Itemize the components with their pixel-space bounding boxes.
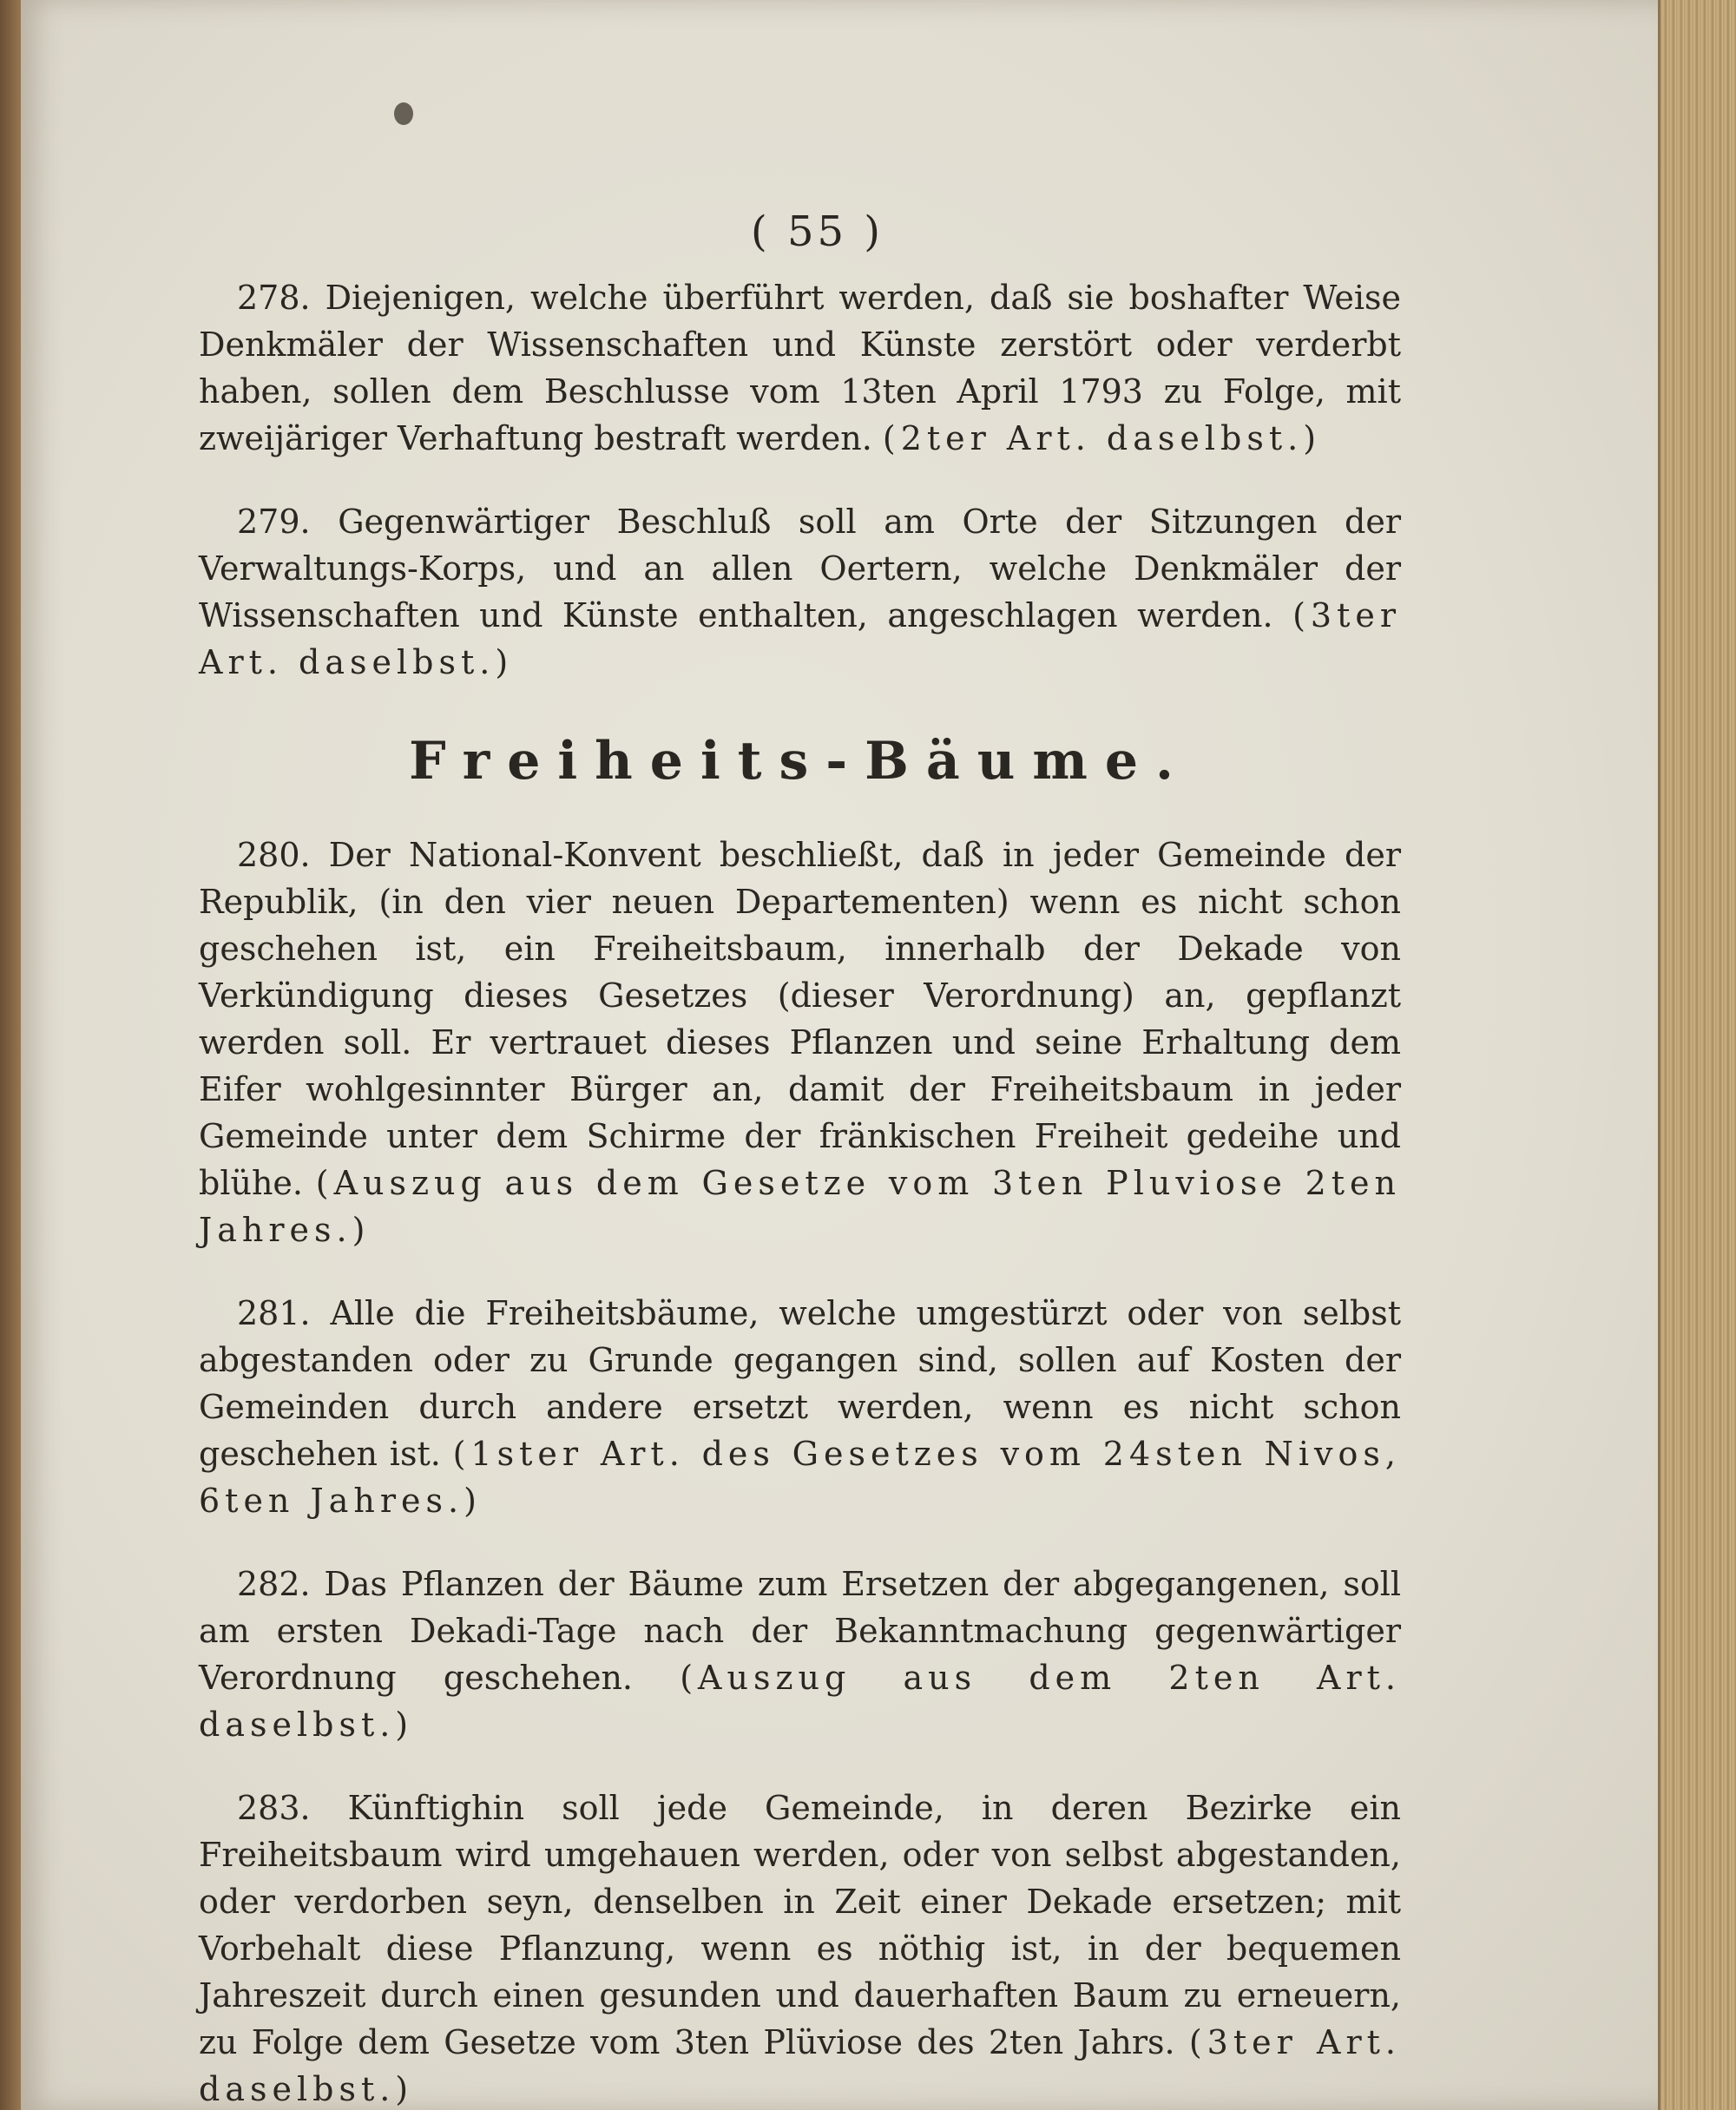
paragraph-body: 282. Das Pflanzen der Bäume zum Ersetzen der abgegangenen, soll am ersten Dekadi-Tage nach der Bekanntmachung gegenwärtiger Verordnung geschehen. <box>199 1565 1401 1697</box>
paragraph-body: 280. Der National-Konvent beschließt, daß in jeder Gemeinde der Republik, (in den vier neuen Departementen) wenn es nicht schon geschehen ist, ein Freiheitsbaum, innerhalb der Dekade von Verkündigung dieses Gesetzes (dieser Verordnung) an, gepflanzt werden soll. Er vertrauet dieses Pflanzen und seine Erhaltung dem Eifer wohlgesinnter Bürger an, damit der Freiheitsbaum in jeder Gemeinde unter dem Schirme der fränkischen Freiheit gedeihe und blühe. <box>199 836 1401 1202</box>
paragraph-reference: (Auszug aus dem Gesetze vom 3ten Pluviose 2ten Jahres.) <box>199 1164 1401 1249</box>
ink-stain <box>394 102 413 125</box>
paragraph-282 <box>199 1561 1401 1748</box>
page-number: ( 55 ) <box>750 207 884 256</box>
paragraph-reference: (Auszug aus dem 2ten Art. daselbst.) <box>199 1659 1401 1744</box>
paragraph-body: 283. Künftighin soll jede Gemeinde, in deren Bezirke ein Freiheitsbaum wird umgehauen werden, oder von selbst abgestanden, oder verdorben seyn, denselben in Zeit einer Dekade ersetzen; mit Vorbehalt diese Pflanzung, wenn es nöthig ist, in der bequemen Jahreszeit durch einen gesunden und dauerhaften Baum zu erneuern, zu Folge dem Gesetze vom 3ten Plüviose des 2ten Jahrs. <box>199 1789 1401 2061</box>
page-text <box>199 208 1401 2110</box>
paragraph-281 <box>199 1290 1401 1524</box>
paragraph-body: 281. Alle die Freiheitsbäume, welche umgestürzt oder von selbst abgestanden oder zu Grunde gegangen sind, sollen auf Kosten der Gemeinden durch andere ersetzt werden, wenn es nicht schon geschehen ist. <box>199 1294 1401 1473</box>
paragraph-body: 278. Diejenigen, welche überführt werden, daß sie boshafter Weise Denkmäler der Wissenschaften und Künste zerstört oder verderbt haben, sollen dem Beschlusse vom 13ten April 1793 zu Folge, mit zweijäriger Verhaftung bestraft werden. <box>199 279 1401 457</box>
paragraph-280 <box>199 832 1401 1253</box>
paragraph-278 <box>199 274 1401 462</box>
paragraph-reference: (3ter Art. daselbst.) <box>199 2023 1401 2108</box>
paragraph-283 <box>199 1785 1401 2110</box>
section-heading: Freiheits-Bäume. <box>409 731 1191 792</box>
paragraph-body: 279. Gegenwärtiger Beschluß soll am Orte der Sitzungen der Verwaltungs-Korps, und an allen Oertern, welche Denkmäler der Wissenschaften und Künste enthalten, angeschlagen werden. <box>199 503 1401 634</box>
paragraph-reference: (3ter Art. daselbst.) <box>199 596 1401 681</box>
paragraph-reference: (1ster Art. des Gesetzes vom 24sten Nivos, 6ten Jahres.) <box>199 1435 1401 1520</box>
paragraph-279 <box>199 498 1401 686</box>
page-edges <box>1658 0 1736 2110</box>
book-binding <box>0 0 23 2110</box>
book-page <box>21 0 1666 2110</box>
paragraph-reference: (2ter Art. daselbst.) <box>882 419 1322 457</box>
